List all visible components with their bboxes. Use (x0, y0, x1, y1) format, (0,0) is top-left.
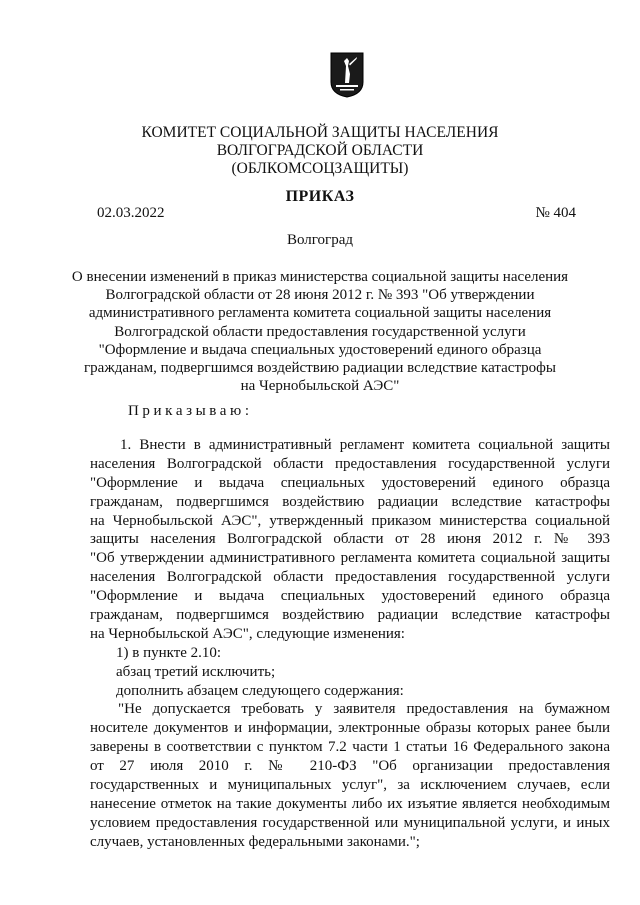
document-number: № 404 (535, 205, 576, 221)
body-line: 1) в пункте 2.10: (116, 644, 222, 661)
subject-line: О внесении изменений в приказ министерства социальной защиты населения (71, 269, 569, 285)
order-heading: Приказываю: (128, 403, 253, 419)
subject-line: гражданам, подвергшимся воздействию радиации вследствие катастрофы (84, 360, 556, 377)
body-line: "Оформление и выдача специальных удостоверений единого образца (90, 474, 610, 491)
body-line: гражданам, подвергшимся воздействию радиации вследствие катастрофы (90, 493, 610, 510)
body-line: носителе документов и информации, электронные образы которых ранее были (90, 720, 610, 737)
body-line: случаев, установленных федеральными законами."; (90, 833, 420, 850)
subject-line: административного регламента комитета социальной защиты населения (88, 305, 552, 322)
body-line: гражданам, подвергшимся воздействию радиации вследствие катастрофы (90, 607, 610, 624)
subject-line: Волгоградской области предоставления государственной услуги (114, 323, 526, 340)
body-line: от 27 июля 2010 г. № 210-ФЗ "Об организации предоставления (90, 758, 610, 775)
body-line: "Не допускается требовать у заявителя предоставления на бумажном (118, 701, 610, 718)
body-line: заверены в соответствии с пунктом 7.2 части 1 статьи 16 Федерального закона (90, 739, 610, 756)
document-subject (0, 268, 640, 395)
org-line: (ОБЛКОМСОЦЗАЩИТЫ) (231, 160, 409, 177)
body-line: защиты населения Волгоградской области от 28 июня 2012 г. № 393 (90, 531, 610, 548)
body-line: абзац третий исключить; (116, 663, 276, 680)
document-body (90, 436, 610, 852)
body-line: государственных и муниципальных услуг", за исключением случаев, если (90, 777, 610, 794)
body-line: на Чернобыльской АЭС", следующие изменения: (90, 625, 405, 642)
body-line: "Оформление и выдача специальных удостоверений единого образца (90, 588, 610, 605)
org-line: КОМИТЕТ СОЦИАЛЬНОЙ ЗАЩИТЫ НАСЕЛЕНИЯ (141, 124, 499, 141)
document-city: Волгоград (286, 232, 353, 248)
body-line: населения Волгоградской области предоставления государственной услуги (90, 569, 610, 586)
subject-line: "Оформление и выдача специальных удостоверений единого образца (98, 341, 542, 358)
body-line: на Чернобыльской АЭС", утвержденный приказом министерства социальной (90, 512, 610, 529)
body-line: населения Волгоградской области предоставления государственной услуги (90, 455, 610, 472)
subject-line: Волгоградской области от 28 июня 2012 г. № 393 "Об утверждении (105, 287, 535, 304)
org-line: ВОЛГОГРАДСКОЙ ОБЛАСТИ (216, 142, 424, 159)
body-line: условием предоставления государственной или муниципальной услуги, и иных (90, 814, 610, 831)
document-type: ПРИКАЗ (285, 188, 355, 205)
body-line: "Об утверждении административного регламента комитета социальной защиты (90, 550, 610, 567)
body-line: дополнить абзацем следующего содержания: (116, 682, 404, 699)
document-date: 02.03.2022 (97, 205, 165, 221)
body-line: нанесение отметок на такие документы либо их изъятие является необходимым (90, 795, 610, 812)
subject-line: на Чернобыльской АЭС" (240, 378, 400, 395)
organization-name (0, 124, 640, 178)
volgograd-emblem-icon (330, 52, 364, 98)
body-line: 1. Внести в административный регламент комитета социальной защиты (120, 437, 610, 453)
